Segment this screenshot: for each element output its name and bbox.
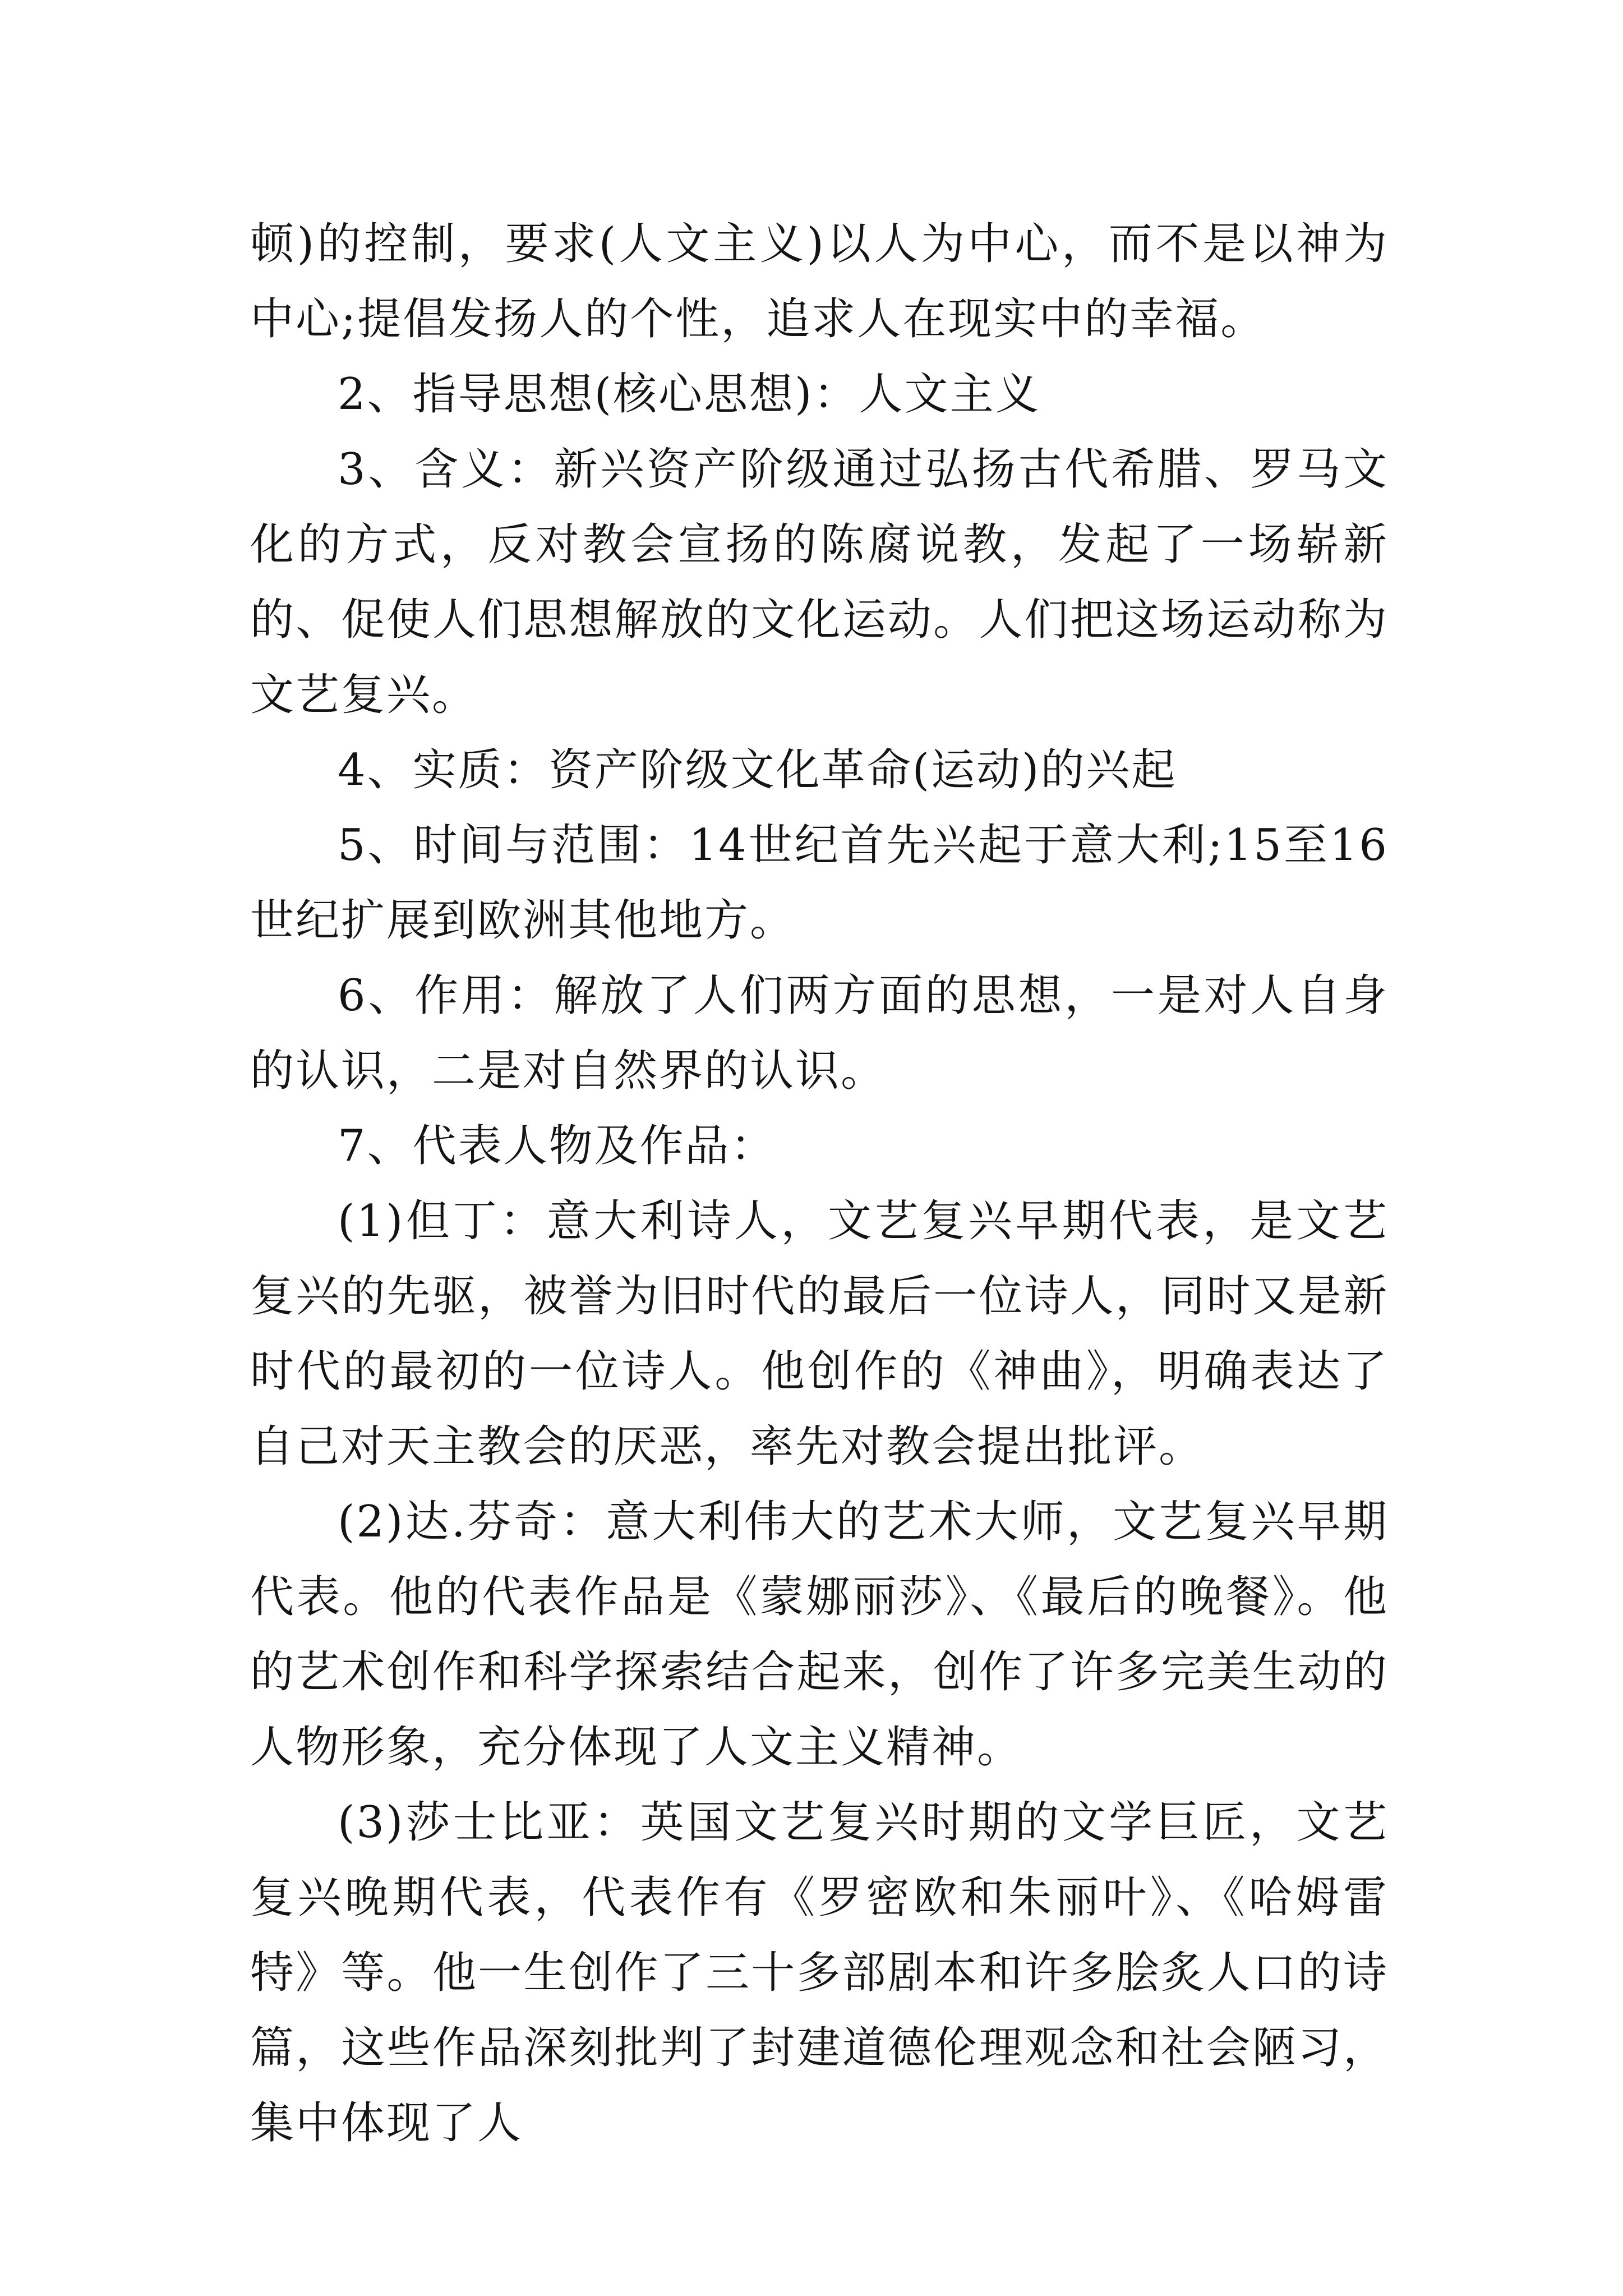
paragraph-time-scope: 5、时间与范围：14世纪首先兴起于意大利;15至16世纪扩展到欧洲其他地方。: [250, 820, 1389, 946]
paragraph-shakespeare: (3)莎士比亚：英国文艺复兴时期的文学巨匠，文艺复兴晚期代表，代表作有《罗密欧和朱丽叶》、《哈姆雷特》等。他一生创作了三十多部剧本和许多脍炙人口的诗篇，这些作品深刻批判了封建道德伦理观念和社会陋习，集中体现了人: [250, 1797, 1389, 2148]
paragraph-effect: 6、作用：解放了人们两方面的思想，一是对人自身的认识，二是对自然界的认识。: [250, 970, 1389, 1096]
paragraph-intro-continued: 顿)的控制，要求(人文主义)以人为中心，而不是以神为中心;提倡发扬人的个性，追求人在现实中的幸福。: [250, 219, 1389, 344]
paragraph-representatives-heading: 7、代表人物及作品：: [338, 1121, 776, 1171]
paragraph-essence: 4、实质：资产阶级文化革命(运动)的兴起: [338, 745, 1177, 795]
paragraph-da-vinci: (2)达.芬奇：意大利伟大的艺术大师，文艺复兴早期代表。他的代表作品是《蒙娜丽莎》、《最后的晚餐》。他的艺术创作和科学探索结合起来，创作了许多完美生动的人物形象，充分体现了人文主义精神。: [250, 1497, 1389, 1773]
paragraph-meaning: 3、含义：新兴资产阶级通过弘扬古代希腊、罗马文化的方式，反对教会宣扬的陈腐说教，发起了一场崭新的、促使人们思想解放的文化运动。人们把这场运动称为文艺复兴。: [250, 444, 1389, 720]
paragraph-guiding-thought: 2、指导思想(核心思想)：人文主义: [338, 369, 1041, 420]
paragraph-dante: (1)但丁：意大利诗人，文艺复兴早期代表，是文艺复兴的先驱，被誉为旧时代的最后一位诗人，同时又是新时代的最初的一位诗人。他创作的《神曲》，明确表达了自己对天主教会的厌恶，率先对教会提出批评。: [250, 1196, 1389, 1472]
document-body: [250, 206, 1389, 2161]
